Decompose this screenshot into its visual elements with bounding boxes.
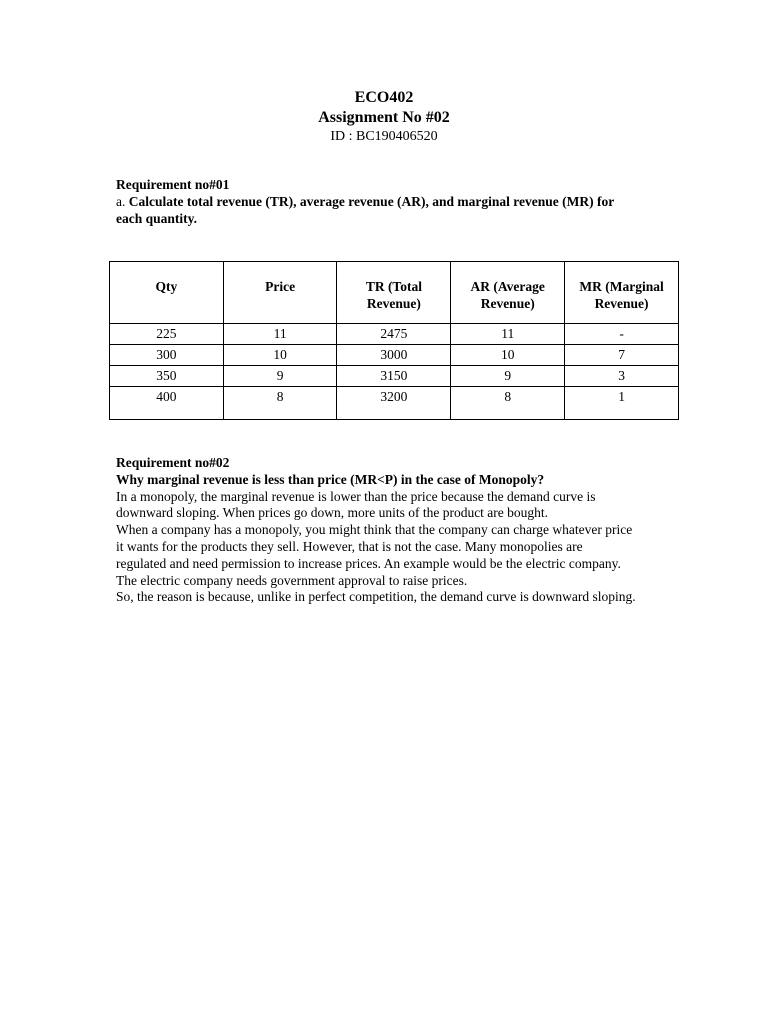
table-row [110,366,679,387]
cell-qty: 400 [110,387,224,420]
answer-paragraph: In a monopoly, the marginal revenue is lower than the price because the demand curve is downward sloping. When prices go down, more units of the product are bought. [116,488,596,521]
cell-ar: 8 [451,387,565,420]
table-row [110,345,679,366]
requirement-2-question: Why marginal revenue is less than price (MR<P) in the case of Monopoly? [116,471,545,487]
cell-ar: 11 [451,324,565,345]
header-tr: TR (Total Revenue) [337,262,451,324]
cell-ar: 10 [451,345,565,366]
cell-qty: 300 [110,345,224,366]
header-qty: Qty [110,262,224,324]
assignment-title: Assignment No #02 [318,109,450,126]
cell-price: 8 [223,387,337,420]
cell-mr: 3 [565,366,679,387]
cell-tr: 3150 [337,366,451,387]
student-id: ID : BC190406520 [330,129,438,144]
requirement-2-heading: Requirement no#02 [116,455,230,470]
requirement-1-heading: Requirement no#01 [116,177,230,192]
table-header-row [110,262,679,324]
requirement-1-question-line [116,194,636,228]
cell-mr: - [565,324,679,345]
course-code: ECO402 [354,89,414,106]
document-header [0,88,768,146]
requirement-1-prefix: a. [116,193,129,209]
table-row [110,324,679,345]
cell-ar: 9 [451,366,565,387]
cell-qty: 350 [110,366,224,387]
cell-price: 10 [223,345,337,366]
revenue-table [109,261,679,420]
cell-mr: 7 [565,345,679,366]
header-mr: MR (Marginal Revenue) [565,262,679,324]
cell-mr: 1 [565,387,679,420]
answer-paragraph: When a company has a monopoly, you might think that the company can charge whatever price it wants for the products they sell. However, that is not the case. Many monopolies are regulated and need permission to increase prices. An example would be the electric company. The electric company needs government approval to raise prices. [116,522,633,588]
header-ar: AR (Average Revenue) [451,262,565,324]
table-row [110,387,679,420]
cell-tr: 2475 [337,324,451,345]
cell-tr: 3000 [337,345,451,366]
header-price: Price [223,262,337,324]
cell-qty: 225 [110,324,224,345]
cell-tr: 3200 [337,387,451,420]
requirement-2-section [116,455,636,606]
answer-paragraph: So, the reason is because, unlike in perfect competition, the demand curve is downward sloping. [116,589,636,605]
cell-price: 9 [223,366,337,387]
requirement-1-section [116,177,636,227]
cell-price: 11 [223,324,337,345]
requirement-1-question: Calculate total revenue (TR), average revenue (AR), and marginal revenue (MR) for each quantity. [116,193,615,226]
